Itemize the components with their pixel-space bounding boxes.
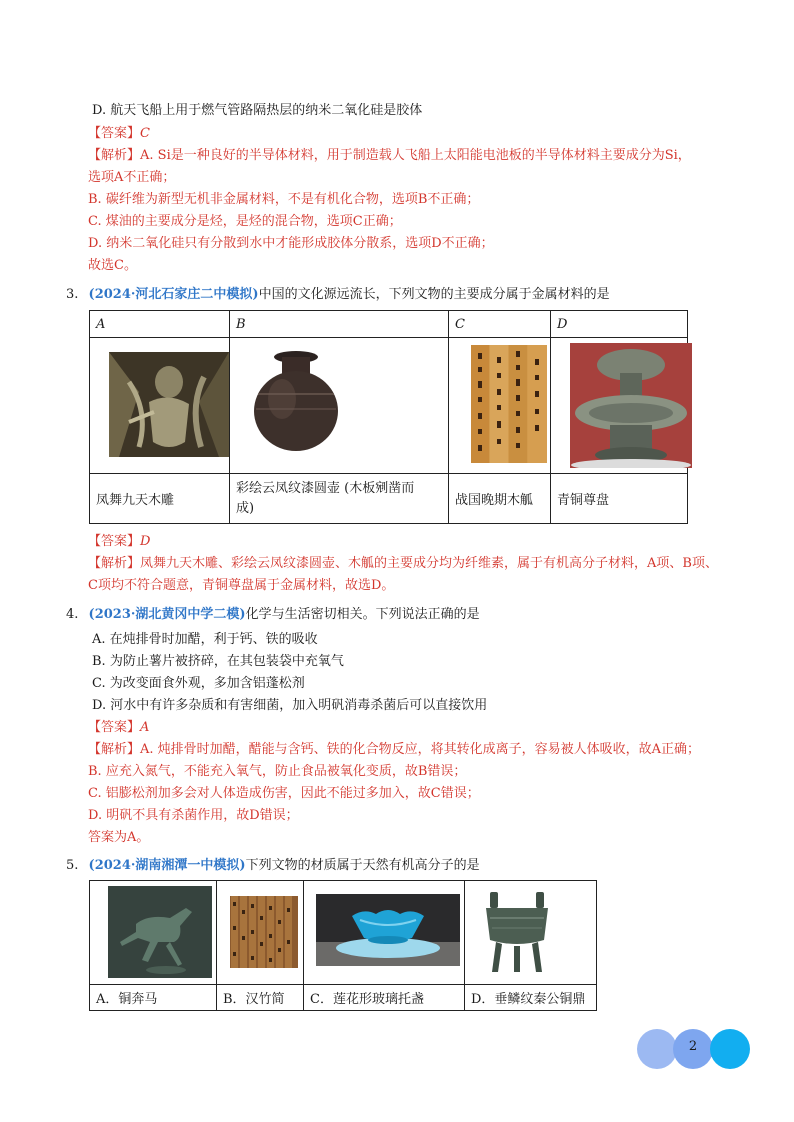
option-b: B．汉竹简 bbox=[217, 985, 304, 1011]
q2-analysis-line-2: B. 碳纤维为新型无机非金属材料，不是有机化合物，选项B不正确； bbox=[88, 192, 480, 207]
question-source: (2024·河北石家庄二中模拟) bbox=[88, 287, 259, 302]
q4-stem bbox=[66, 606, 480, 624]
answer-label: 【答案】 bbox=[88, 720, 141, 735]
bronze-horse-image bbox=[108, 886, 212, 978]
analysis-label: 【解析】 bbox=[88, 742, 141, 757]
q4-analysis-line-4: 答案为A。 bbox=[88, 830, 150, 845]
q2-answer bbox=[88, 125, 150, 143]
q4-analysis-line-0: 【解析】A. 炖排骨时加醋，醋能与含钙、铁的化合物反应，将其转化成离子，容易被人体吸收，故A正确； bbox=[88, 742, 701, 757]
page-decoration-right bbox=[710, 1029, 750, 1069]
lacquer-pot-image bbox=[252, 349, 340, 454]
answer-value: A bbox=[140, 720, 150, 735]
question-number: 4. bbox=[66, 607, 79, 622]
option-c: C．莲花形玻璃托盏 bbox=[304, 985, 465, 1011]
analysis-label: 【解析】 bbox=[88, 148, 141, 163]
option-a: A．铜奔马 bbox=[90, 985, 217, 1011]
question-text: 下列文物的材质属于天然有机高分子的是 bbox=[245, 858, 480, 873]
header-a: A bbox=[90, 311, 230, 338]
q3-analysis-line-0: 【解析】凤舞九天木雕、彩绘云凤纹漆圆壶、木觚的主要成分均为纤维素，属于有机高分子材料，A项、B项、 bbox=[88, 556, 718, 571]
wood-carving-image bbox=[109, 352, 229, 457]
q2-analysis-line-5: 故选C。 bbox=[88, 258, 137, 273]
q2-option-d: D. 航天飞船上用于燃气管路隔热层的纳米二氧化硅是胶体 bbox=[92, 103, 423, 118]
q4-option-b: B. 为防止薯片被挤碎，在其包装袋中充氧气 bbox=[92, 654, 344, 669]
q4-analysis-line-1: B. 应充入氮气，不能充入氧气，防止食品被氧化变质，故B错误； bbox=[88, 764, 467, 779]
answer-value: D bbox=[140, 534, 151, 549]
name-b: 彩绘云凤纹漆圆壶 (木板剜凿而 成) bbox=[230, 474, 449, 524]
answer-value: C bbox=[140, 126, 150, 141]
answer-label: 【答案】 bbox=[88, 126, 141, 141]
header-d: D bbox=[551, 311, 688, 338]
q4-option-c: C. 为改变面食外观，多加含铝蓬松剂 bbox=[92, 676, 305, 691]
name-d: 青铜尊盘 bbox=[551, 474, 688, 524]
header-c: C bbox=[449, 311, 551, 338]
question-source: (2024·湖南湘潭一中模拟) bbox=[88, 858, 246, 873]
bronze-ding-image bbox=[480, 888, 554, 974]
name-a: 凤舞九天木雕 bbox=[90, 474, 230, 524]
question-number: 5. bbox=[66, 858, 79, 873]
q2-analysis-line-3: C. 煤油的主要成分是烃，是烃的混合物，选项C正确； bbox=[88, 214, 402, 229]
analysis-label: 【解析】 bbox=[88, 556, 141, 571]
wood-slip-image bbox=[471, 345, 547, 463]
option-d: D．垂鳞纹秦公铜鼎 bbox=[465, 985, 597, 1011]
q4-analysis-line-2: C. 铝膨松剂加多会对人体造成伤害，因此不能过多加入，故C错误； bbox=[88, 786, 480, 801]
bronze-vessel-image bbox=[570, 343, 692, 468]
bamboo-slips-image bbox=[230, 896, 298, 968]
q4-option-a: A. 在炖排骨时加醋，利于钙、铁的吸收 bbox=[92, 632, 318, 647]
page-number: 2 bbox=[688, 1039, 698, 1054]
question-text: 化学与生活密切相关。下列说法正确的是 bbox=[245, 607, 480, 622]
q4-answer bbox=[88, 719, 149, 737]
page-decoration-left bbox=[637, 1029, 677, 1069]
q3-analysis-line-1: C项均不符合题意，青铜尊盘属于金属材料，故选D。 bbox=[88, 578, 395, 593]
header-b: B bbox=[230, 311, 449, 338]
q2-analysis-line-4: D. 纳米二氧化硅只有分散到水中才能形成胶体分散系，选项D不正确； bbox=[88, 236, 494, 251]
q3-stem bbox=[66, 286, 610, 304]
question-source: (2023·湖北黄冈中学二模) bbox=[88, 607, 246, 622]
q4-analysis-line-3: D. 明矾不具有杀菌作用，故D错误； bbox=[88, 808, 299, 823]
q2-analysis-line-1: 选项A不正确； bbox=[88, 170, 176, 185]
answer-label: 【答案】 bbox=[88, 534, 141, 549]
q5-stem bbox=[66, 857, 480, 875]
q3-answer bbox=[88, 533, 150, 551]
name-c: 战国晚期木觚 bbox=[449, 474, 551, 524]
q4-option-d: D. 河水中有许多杂质和有害细菌，加入明矾消毒杀菌后可以直接饮用 bbox=[92, 698, 488, 713]
question-text: 中国的文化源远流长，下列文物的主要成分属于金属材料的是 bbox=[258, 287, 610, 302]
glass-cup-image bbox=[316, 894, 460, 966]
q2-analysis-line-0: 【解析】A. Si是一种良好的半导体材料，用于制造载人飞船上太阳能电池板的半导体材料主要成分为Si， bbox=[88, 148, 691, 163]
question-number: 3. bbox=[66, 287, 79, 302]
